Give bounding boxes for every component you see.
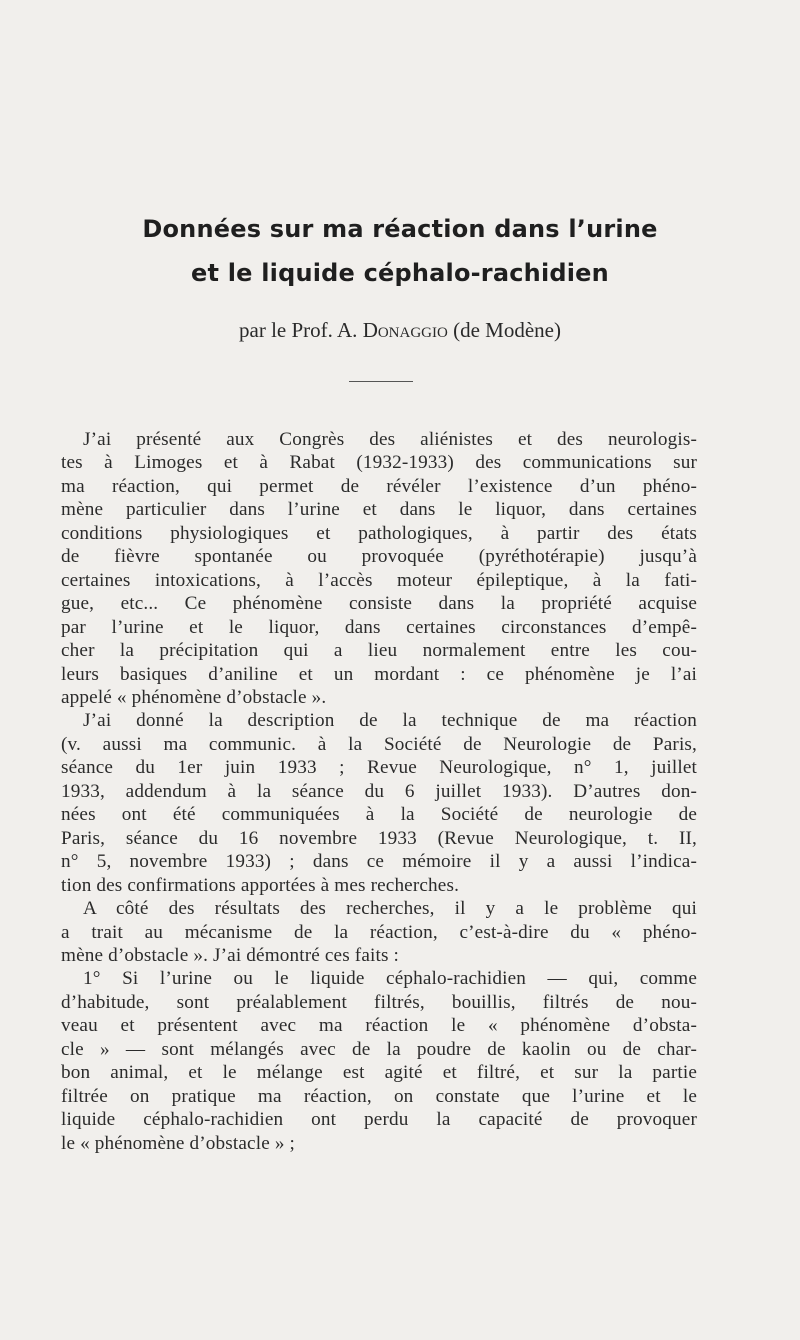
text-line: ma réaction, qui permet de révéler l’existence d’un phéno- (61, 475, 697, 497)
text-line: liquide céphalo-rachidien ont perdu la capacité de provoquer (61, 1109, 697, 1131)
text-line: J’ai présenté aux Congrès des aliénistes et des neurologis- (83, 429, 697, 450)
text-line: J’ai donné la description de la technique de ma réaction (83, 710, 697, 732)
body-paragraph (61, 709, 697, 897)
text-line: A côté des résultats des recherches, il y a le problème qui (83, 898, 697, 920)
text-line: leurs basiques d’aniline et un mordant : ce phénomène je l’ai (61, 663, 697, 685)
byline-prefix: par le Prof. A. (239, 318, 363, 342)
body-paragraph (61, 967, 697, 1155)
text-line: (v. aussi ma communic. à la Société de Neurologie de Paris, (61, 733, 697, 755)
byline-suffix: (de Modène) (447, 318, 561, 342)
text-line: filtrée on pratique ma réaction, on constate que l’urine et le (61, 1085, 697, 1107)
text-line: le « phénomène d’obstacle » ; (61, 1132, 295, 1154)
text-line: veau et présentent avec ma réaction le « phénomène d’obsta- (61, 1015, 697, 1037)
text-line: conditions physiologiques et pathologiques, à partir des états (61, 522, 697, 544)
text-line: Paris, séance du 16 novembre 1933 (Revue Neurologique, t. II, (61, 827, 697, 849)
text-line: a trait au mécanisme de la réaction, c’est-à-dire du « phéno- (61, 921, 697, 943)
text-line: de fièvre spontanée ou provoquée (pyréthotérapie) jusqu’à (61, 546, 697, 568)
body-paragraph (61, 897, 697, 967)
text-line: 1933, addendum à la séance du 6 juillet 1933). D’autres don- (61, 780, 697, 802)
title-separator-rule (349, 381, 413, 382)
text-line: bon animal, et le mélange est agité et filtré, et sur la partie (61, 1062, 697, 1084)
text-line: mène d’obstacle ». J’ai démontré ces faits : (61, 944, 399, 966)
text-line: appelé « phénomène d’obstacle ». (61, 686, 327, 708)
text-line: n° 5, novembre 1933) ; dans ce mémoire il y a aussi l’indica- (61, 851, 697, 873)
text-line: gue, etc... Ce phénomène consiste dans la propriété acquise (61, 593, 697, 615)
text-line: par l’urine et le liquor, dans certaines circonstances d’empê- (61, 616, 697, 638)
text-line: d’habitude, sont préalablement filtrés, bouillis, filtrés de nou- (61, 991, 697, 1013)
text-line: 1° Si l’urine ou le liquide céphalo-rachidien — qui, comme (83, 968, 697, 990)
author-name: Donaggio (362, 318, 448, 342)
text-line: séance du 1er juin 1933 ; Revue Neurologique, n° 1, juillet (61, 757, 697, 779)
author-byline (0, 318, 800, 343)
body-paragraph (61, 428, 697, 709)
text-line: cle » — sont mélangés avec de la poudre de kaolin ou de char- (61, 1038, 697, 1060)
article-body (61, 428, 697, 1155)
text-line: tes à Limoges et à Rabat (1932-1933) des communications sur (61, 452, 697, 474)
text-line: nées ont été communiquées à la Société de neurologie de (61, 804, 697, 826)
text-line: cher la précipitation qui a lieu normalement entre les cou- (61, 640, 697, 662)
text-line: mène particulier dans l’urine et dans le liquor, dans certaines (61, 499, 697, 521)
article-title-line-1: Données sur ma réaction dans l’urine (142, 215, 658, 243)
text-line: tion des confirmations apportées à mes recherches. (61, 874, 460, 896)
text-line: certaines intoxications, à l’accès moteur épileptique, à la fati- (61, 569, 697, 591)
article-title-line-2: et le liquide céphalo-rachidien (191, 259, 609, 287)
